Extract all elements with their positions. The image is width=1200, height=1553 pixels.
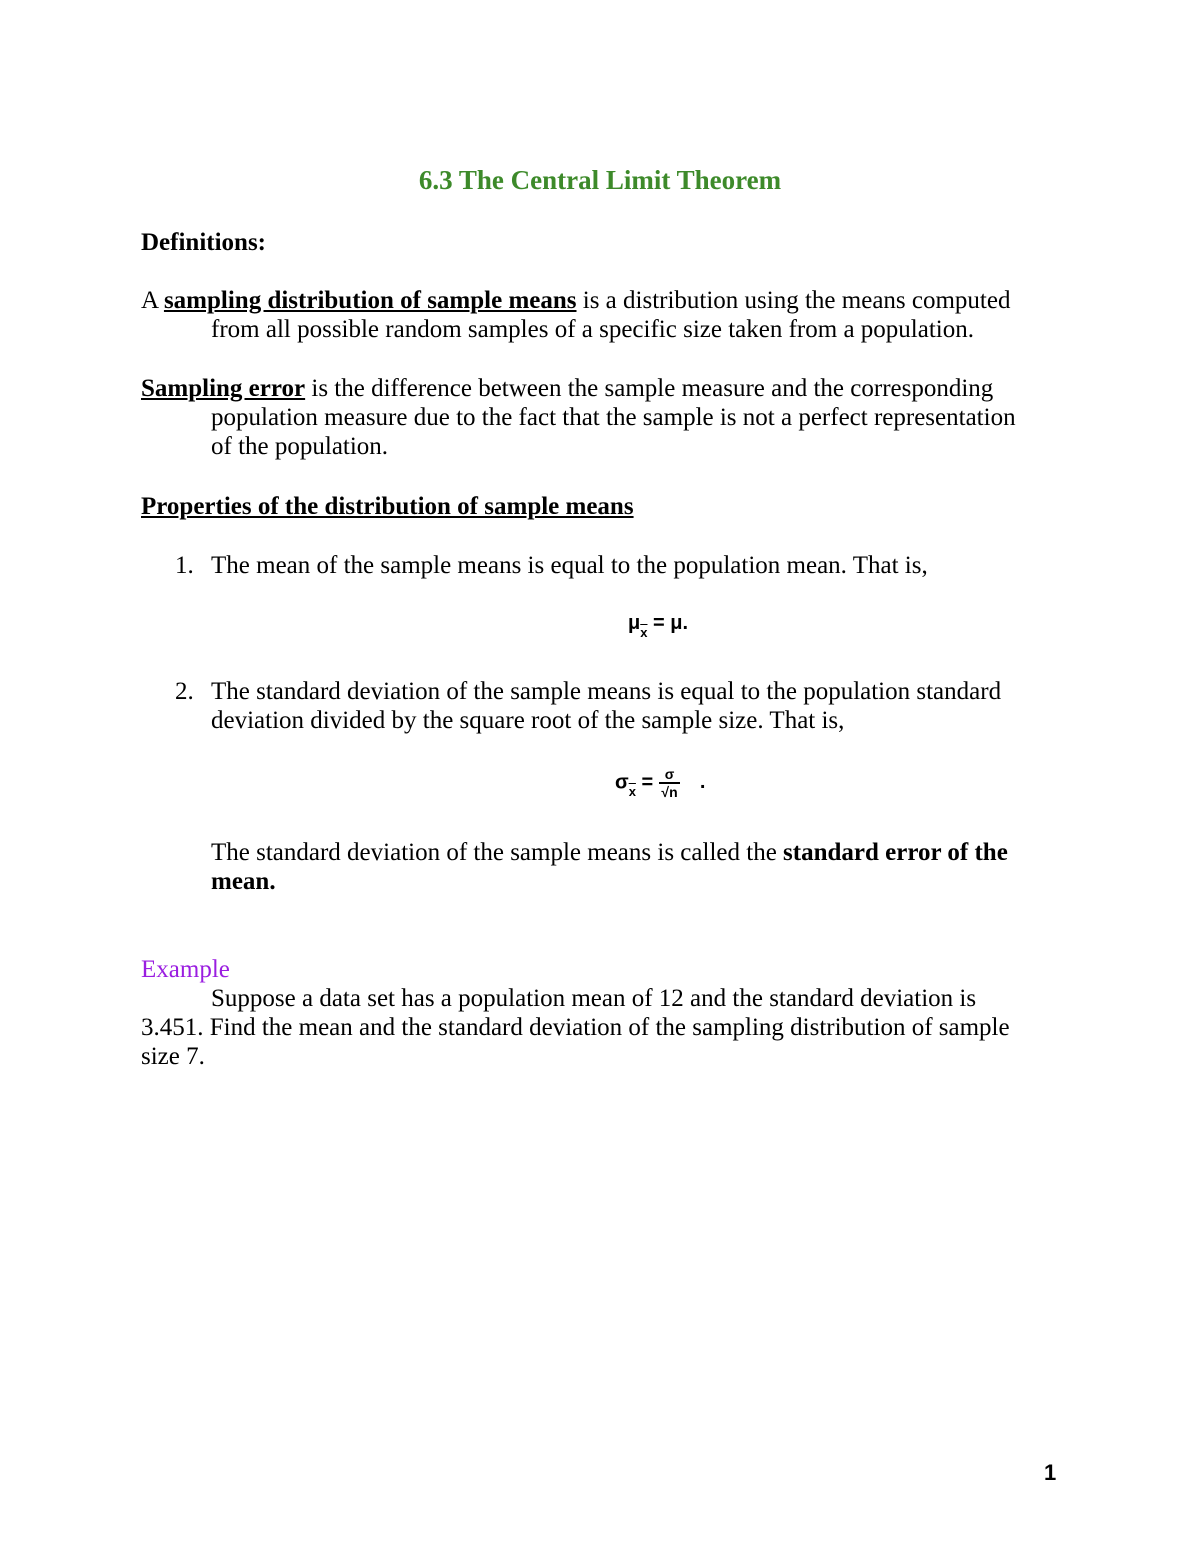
definitions-heading: Definitions: — [141, 229, 266, 256]
example-line: 3.451. Find the mean and the standard deviation of the sampling distribution of sample — [141, 1014, 1010, 1041]
term-standard-error: standard error of the — [783, 839, 1008, 866]
definition-sampling-distribution — [141, 286, 1071, 344]
example-label: Example — [141, 956, 230, 983]
note-line — [211, 838, 1041, 867]
property-1-text: The mean of the sample means is equal to the population mean. That is, — [211, 552, 928, 579]
formula-period: . — [699, 771, 706, 794]
list-number: 2. — [175, 678, 194, 705]
term-sampling-distribution: sampling distribution of sample means — [163, 287, 577, 314]
x-bar-subscript: x — [628, 784, 636, 800]
equals-sign: = — [641, 771, 654, 794]
property-2-text — [211, 677, 1061, 735]
definition-text: is a distribution using the means computed — [576, 287, 1011, 314]
fraction — [659, 766, 681, 800]
note-text: The standard deviation of the sample means is called the — [211, 839, 784, 866]
definition-line — [141, 286, 1071, 315]
page-title: 6.3 The Central Limit Theorem — [418, 165, 782, 195]
note-line: mean. — [211, 868, 276, 895]
mu-symbol: μ — [628, 612, 641, 634]
page-number: 1 — [1044, 1460, 1057, 1485]
definition-line: population measure due to the fact that the sample is not a perfect representation — [211, 404, 1016, 431]
example-line: size 7. — [141, 1043, 205, 1070]
definition-line: of the population. — [211, 433, 389, 460]
definition-line — [141, 374, 1071, 403]
sigma-symbol: σ — [615, 771, 629, 794]
formula-rhs: = μ. — [653, 612, 689, 634]
definition-text: is the difference between the sample measure and the corresponding — [305, 375, 994, 402]
definition-sampling-error — [141, 374, 1071, 461]
term-sampling-error: Sampling error — [141, 375, 306, 402]
formula-standard-error — [615, 766, 705, 800]
list-number: 1. — [175, 552, 194, 579]
property-line: The standard deviation of the sample means is equal to the population standard — [211, 678, 1002, 705]
property-line: deviation divided by the square root of the sample size. That is, — [211, 707, 845, 734]
example-text — [141, 984, 1071, 1071]
standard-error-note — [211, 838, 1041, 896]
definition-prefix: A — [141, 287, 164, 314]
fraction-denominator: √n — [661, 784, 678, 800]
example-line: Suppose a data set has a population mean of 12 and the standard deviation is — [211, 985, 977, 1012]
formula-mean — [628, 609, 688, 639]
x-bar-subscript: x — [640, 625, 648, 640]
properties-heading: Properties of the distribution of sample means — [141, 493, 634, 520]
fraction-numerator: σ — [659, 766, 681, 784]
definition-line: from all possible random samples of a specific size taken from a population. — [211, 316, 974, 343]
